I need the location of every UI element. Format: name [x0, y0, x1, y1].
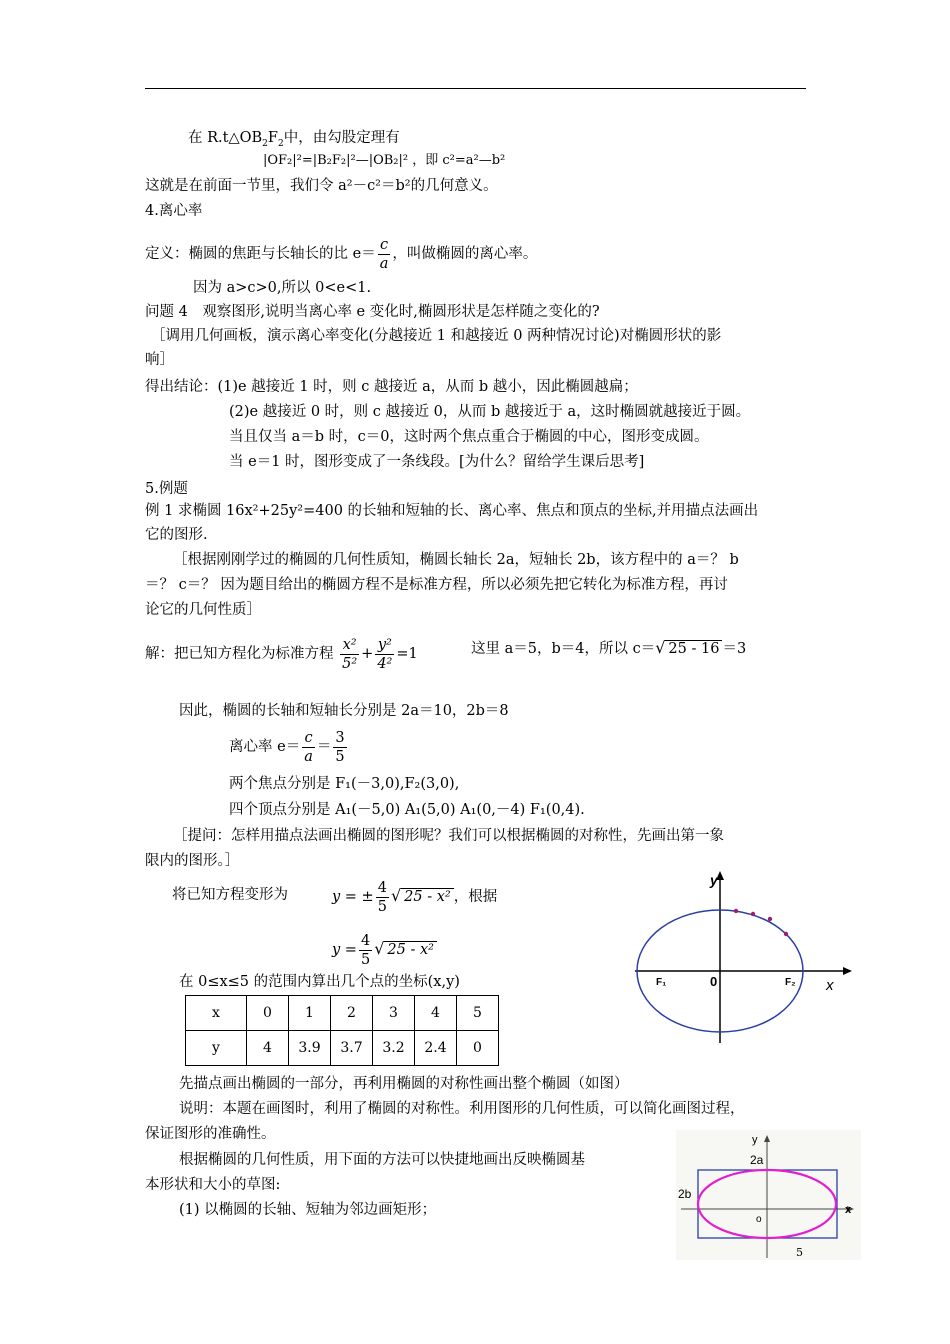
table-row: x 0 1 2 3 4 5: [186, 996, 499, 1031]
label-2a: 2a: [750, 1153, 764, 1167]
question-line-1: ［提问：怎样用描点法画出椭圆的图形呢？我们可以根据椭圆的对称性，先画出第一象: [173, 828, 724, 844]
table-row: y 4 3.9 3.7 3.2 2.4 0: [186, 1031, 499, 1066]
label-2b: 2b: [678, 1187, 692, 1201]
note-line-2: 保证图形的准确性。: [145, 1126, 276, 1142]
hint-line-3: 论它的几何性质］: [145, 602, 261, 618]
question-4: 问题 4 观察图形,说明当离心率 e 变化时,椭圆形状是怎样随之变化的?: [145, 304, 600, 320]
eccentricity-definition: 定义：椭圆的焦距与长轴长的比 e＝ $\frac{c}{a}$ ，叫做椭圆的离心率。: [145, 236, 538, 272]
axis-lengths: 因此，椭圆的长轴和短轴长分别是 2a＝10，2b＝8: [179, 703, 509, 719]
example-1-line-1: 例 1 求椭圆 16x²+25y²=400 的长轴和短轴的长、离心率、焦点和顶点的坐标,并用描点法画出: [145, 503, 759, 519]
sketch-line-1: 根据椭圆的几何性质，用下面的方法可以快捷地画出反映椭圆基: [179, 1152, 585, 1168]
page-number: 5: [796, 1246, 803, 1259]
example-1-line-2: 它的图形.: [145, 527, 208, 543]
foci-coordinates: 两个焦点分别是 F₁(－3,0),F₂(3,0),: [229, 776, 460, 792]
meaning-line: 这就是在前面一节里，我们令 a²－c²＝b²的几何意义。: [145, 178, 498, 194]
transform-text: 将已知方程变形为: [172, 887, 288, 903]
range-statement: 因为 a>c>0,所以 0<e<1.: [193, 280, 372, 296]
demo-line-2: 响］: [145, 352, 174, 368]
conclusion-4: 当 e＝1 时，图形变成了一条线段。[为什么？留给学生课后思考]: [229, 454, 645, 470]
y-label: y: [752, 1134, 758, 1146]
f1-label: F₁: [656, 977, 667, 988]
x2-over-25: $\frac{\text{x²}}{\text{5²}}$: [342, 636, 358, 672]
f2-label: F₂: [785, 977, 796, 988]
equation-positive: y = $\frac{4}{5}$ √ 25 - x²: [332, 929, 437, 970]
note-line-1: 说明：本题在画图时，利用了椭圆的对称性。利用图形的几何性质，可以简化画图过程，: [179, 1101, 745, 1117]
range-text: 在 0≤x≤5 的范围内算出几个点的坐标(x,y): [179, 974, 460, 990]
sketch-line-2: 本形状和大小的草图:: [145, 1177, 281, 1193]
y-label: y: [710, 872, 718, 888]
plot-point: [734, 909, 738, 913]
y2-over-16: $\frac{\text{y²}}{\text{4²}}$: [377, 636, 393, 672]
origin-label: o: [756, 1214, 762, 1225]
vertex-coordinates: 四个顶点分别是 A₁(－5,0) A₁(5,0) A₁(0,－4) F₁(0,4).: [229, 802, 585, 818]
section-5-heading: 5.例题: [145, 481, 188, 497]
eccentricity-value: 离心率 e＝ $\frac{c}{a}$ ＝ $\frac{3}{5}$: [229, 729, 345, 765]
conclusion-3: 当且仅当 a＝b 时，c＝0，这时两个焦点重合于椭圆的中心，图形变成圆。: [229, 429, 709, 445]
solution-standard-form: 解：把已知方程化为标准方程 $\frac{\text{x²}}{\text{5²}}$ + $\frac{\text{y²}}{\text{4²}}$ =1: [145, 636, 418, 672]
c-over-a-fraction: $\frac{c}{a}$: [379, 236, 389, 272]
coordinate-table: [185, 995, 499, 1066]
x-label: x: [845, 1204, 852, 1216]
plot-point: [768, 917, 772, 921]
solution-values: 这里 a＝5，b＝4，所以 c＝√ 25 - 16 ＝3: [471, 638, 747, 657]
equation-plus-minus: y = ± $\frac{4}{5}$ √ 25 - x² ，根据: [332, 879, 498, 915]
header-rule: [145, 88, 806, 89]
ellipse-figure-2: [676, 1130, 861, 1260]
step-1: (1) 以椭圆的长轴、短轴为邻边画矩形；: [179, 1202, 437, 1218]
pythagoras-formula: |OF₂|²=|B₂F₂|²—|OB₂|² ，即 c²=a²—b²: [263, 153, 506, 168]
hint-line-2: ＝？ c＝？ 因为题目给出的椭圆方程不是标准方程，所以必须先把它转化为标准方程，再讨: [145, 577, 728, 593]
conclusion-2: (2)e 越接近 0 时，则 c 越接近 0，从而 b 越接近于 a，这时椭圆就越接近于圆。: [229, 404, 751, 420]
demo-line-1: ［调用几何画板，演示离心率变化(分越接近 1 和越接近 0 两种情况讨论)对椭圆形状的影: [151, 328, 722, 344]
x-label: x: [826, 977, 834, 994]
origin-label: 0: [710, 974, 718, 989]
plot-point: [751, 912, 755, 916]
draw-text: 先描点画出椭圆的一部分，再利用椭圆的对称性画出整个椭圆（如图）: [179, 1076, 629, 1092]
x-arrow-icon: [843, 967, 852, 975]
section-4-heading: 4.离心率: [145, 203, 203, 219]
ellipse-figure-1: [630, 868, 860, 1048]
conclusion-1: 得出结论：(1)e 越接近 1 时，则 c 越接近 a，从而 b 越小，因此椭圆越扁；: [145, 379, 638, 395]
hint-line-1: ［根据刚刚学过的椭圆的几何性质知，椭圆长轴长 2a，短轴长 2b，该方程中的 a＝？ b: [173, 552, 739, 568]
question-line-2: 限内的图形。］: [145, 853, 240, 869]
plot-point: [784, 932, 788, 936]
rt-triangle-line: 在 $R.t\triangle OB_2F_2$中，由勾股定理有: [188, 130, 400, 149]
